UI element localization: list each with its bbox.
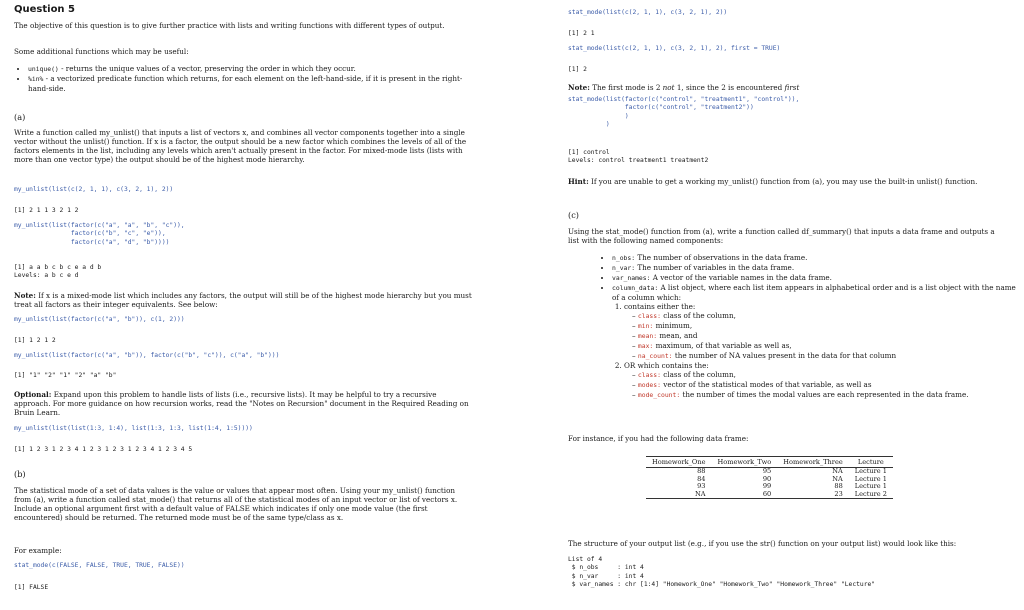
list-item: • n_var: The number of variables in the data frame. <box>612 263 1017 273</box>
some-functions-text: Some additional functions which may be useful: <box>14 47 189 56</box>
code-block: stat_mode(list(c(2, 1, 1), c(3, 2, 1), 2), first = TRUE) <box>568 45 781 52</box>
output-block: [1] a a b c b c e a d b Levels: a b c e d <box>14 264 102 280</box>
column-header: Homework_Two <box>712 457 778 468</box>
list-item: • unique() - returns the unique values of a vector, preserving the order in which they occur. <box>28 64 478 74</box>
part-b-label: (b) <box>14 469 26 479</box>
output-block: [1] 1 2 1 2 <box>14 337 56 344</box>
table-row: 88 95 NA Lecture 1 <box>697 467 887 475</box>
list-item: 1. contains either the: – class: class of the column, – min: minimum, – mean: mean, and – max: maximum, of that variable as well as, – na_count: the number of NA values present in the data for that column <box>624 302 1017 361</box>
table-row: 93 99 88 Lecture 1 <box>697 482 887 491</box>
column-data-options <box>612 302 1017 400</box>
note-text: Note: If x is a mixed-mode list which includes any factors, the output will still be of the highest mode hierarchy but you must treat all factors as their integer equivalents. See below: <box>14 291 472 309</box>
intro-text: The objective of this question is to give further practice with lists and writing functions with different types of output. <box>14 21 445 30</box>
column-header: Homework_One <box>646 457 712 468</box>
part-c-text: Using the stat_mode() function from (a), write a function called df_summary() that inputs a data frame and outputs a list with the following named components: <box>568 227 995 245</box>
output-block: [1] 2 1 1 3 2 1 2 <box>14 207 79 214</box>
list-item: 2. OR which contains the: – class: class of the column, – modes: vector of the statistical modes of that variable, as well as – mode_count: the number of times the modal values are each represented in the data frame. <box>624 361 1017 400</box>
list-item: – mode_count: the number of times the modal values are each represented in the data frame. <box>632 390 1017 400</box>
part-a-text: Write a function called my_unlist() that inputs a list of vectors x, and combines all vector components together into a single vector without the unlist() function. If x is a factor, the output should be a new factor which combines the levels of all of the factors elements in the list, including any levels which aren't actually present in the factor. For mixed-mode lists (lists with more than one vector type) the output should be of the highest mode hierarchy. <box>14 128 467 164</box>
for-example-text: For example: <box>14 546 62 555</box>
question-title: Question 5 <box>14 4 75 15</box>
optional-text: Optional: Expand upon this problem to handle lists of lists (i.e., recursive lists). It may be helpful to try a recursive approach. For more guidance on how recursion works, read the "Notes on Recursion" document in the Required Reading on Bruin Learn. <box>14 390 469 417</box>
list-item: – class: class of the column, <box>632 311 1017 321</box>
part-c-label: (c) <box>568 210 579 220</box>
list-item: – max: maximum, of that variable as well as, <box>632 341 1017 351</box>
table-row: NA 60 23 Lecture 2 <box>694 489 887 498</box>
output-block: [1] 2 <box>568 66 587 73</box>
output-block: [1] control Levels: control treatment1 treatment2 <box>568 149 709 165</box>
output-block: [1] FALSE <box>14 584 49 591</box>
code-block: my_unlist(list(list(1:3, 1:4), list(1:3, 1:3, list(1:4, 1:5)))) <box>14 425 253 432</box>
hint-text: Hint: If you are unable to get a working my_unlist() function from (a), you may use the built-in unlist() function. <box>568 177 978 186</box>
code-block: stat_mode(c(FALSE, FALSE, TRUE, TRUE, FALSE)) <box>14 562 185 569</box>
output-block: [1] 1 2 3 1 2 3 4 1 2 3 1 2 3 1 2 3 4 1 2 3 4 5 <box>14 446 193 453</box>
output-block: [1] "1" "2" "1" "2" "a" "b" <box>14 372 117 379</box>
list-item: – modes: vector of the statistical modes of that variable, as well as <box>632 380 1017 390</box>
note-text: Note: The first mode is 2 not 1, since the 2 is encountered first <box>568 83 800 92</box>
list-item: – class: class of the column, <box>632 370 1017 380</box>
code-block: stat_mode(list(factor(c("control", "treatment1", "control")), factor(c("control", "treatment2")) ) ) <box>568 96 800 129</box>
output-block: [1] 2 1 <box>568 30 595 37</box>
list-item: – min: minimum, <box>632 321 1017 331</box>
code-block: my_unlist(list(factor(c("a", "b")), factor(c("b", "c")), c("a", "b"))) <box>14 352 280 359</box>
list-item: • column_data: A list object, where each list item appears in alphabetical order and is a list object with the name of a column which: 1. contains either the: – class: class of the column, – min: minimum, – mean: mean, and – max: maximum, of that variable as well as, – na_count: the number of NA values present in the data for that column 2. OR which contains the: – class: class of the column, – modes: vector of the statistical modes of that variable, as well as – mode_count: the number of times the modal values are each represented in the data frame. <box>612 283 1017 400</box>
instance-text: For instance, if you had the following data frame: <box>568 434 749 443</box>
code-block: my_unlist(list(factor(c("a", "b")), c(1, 2))) <box>14 316 185 323</box>
str-output-block: List of 4 $ n_obs : int 4 $ n_var : int 4 $ var_names : chr [1:4] "Homework_One" "Homework_Two" "Homework_Three" "Lecture" <box>568 556 876 589</box>
column-header: Lecture <box>849 457 893 468</box>
column-header: Homework_Three <box>777 457 849 468</box>
useful-functions-list <box>14 64 478 93</box>
sub-list <box>624 311 1017 361</box>
data-frame-table <box>646 456 893 499</box>
code-block: my_unlist(list(c(2, 1, 1), c(3, 2, 1), 2)) <box>14 186 174 193</box>
list-item: • %in% - a vectorized predicate function which returns, for each element on the left-hand-side, if it is present in the right-hand-side. <box>28 74 478 93</box>
structure-text: The structure of your output list (e.g., if you use the str() function on your output list) would look like this: <box>568 539 957 548</box>
list-item: • var_names: A vector of the variable names in the data frame. <box>612 273 1017 283</box>
list-item: – mean: mean, and <box>632 331 1017 341</box>
code-block: stat_mode(list(c(2, 1, 1), c(3, 2, 1), 2)) <box>568 9 728 16</box>
part-a-label: (a) <box>14 112 26 122</box>
list-item: – na_count: the number of NA values present in the data for that column <box>632 351 1017 361</box>
sub-list <box>624 370 1017 400</box>
code-block: my_unlist(list(factor(c("a", "a", "b", "c")), factor(c("b", "c", "e")), factor(c("a", "d", "b")))) <box>14 222 185 246</box>
components-list <box>598 253 1017 400</box>
table-header-row <box>646 457 893 468</box>
part-b-text: The statistical mode of a set of data values is the value or values that appear most often. Using your my_unlist() function from (a), write a function called stat_mode() that returns all of the statistical modes of an input vector or list of vectors x. Include an optional argument first with a default value of FALSE which indicates if only one mode value (the first encountered) should be returned. The returned mode must be of the same type/class as x. <box>14 486 458 522</box>
table-row: 84 90 NA Lecture 1 <box>697 474 887 483</box>
list-item: • n_obs: The number of observations in the data frame. <box>612 253 1017 263</box>
